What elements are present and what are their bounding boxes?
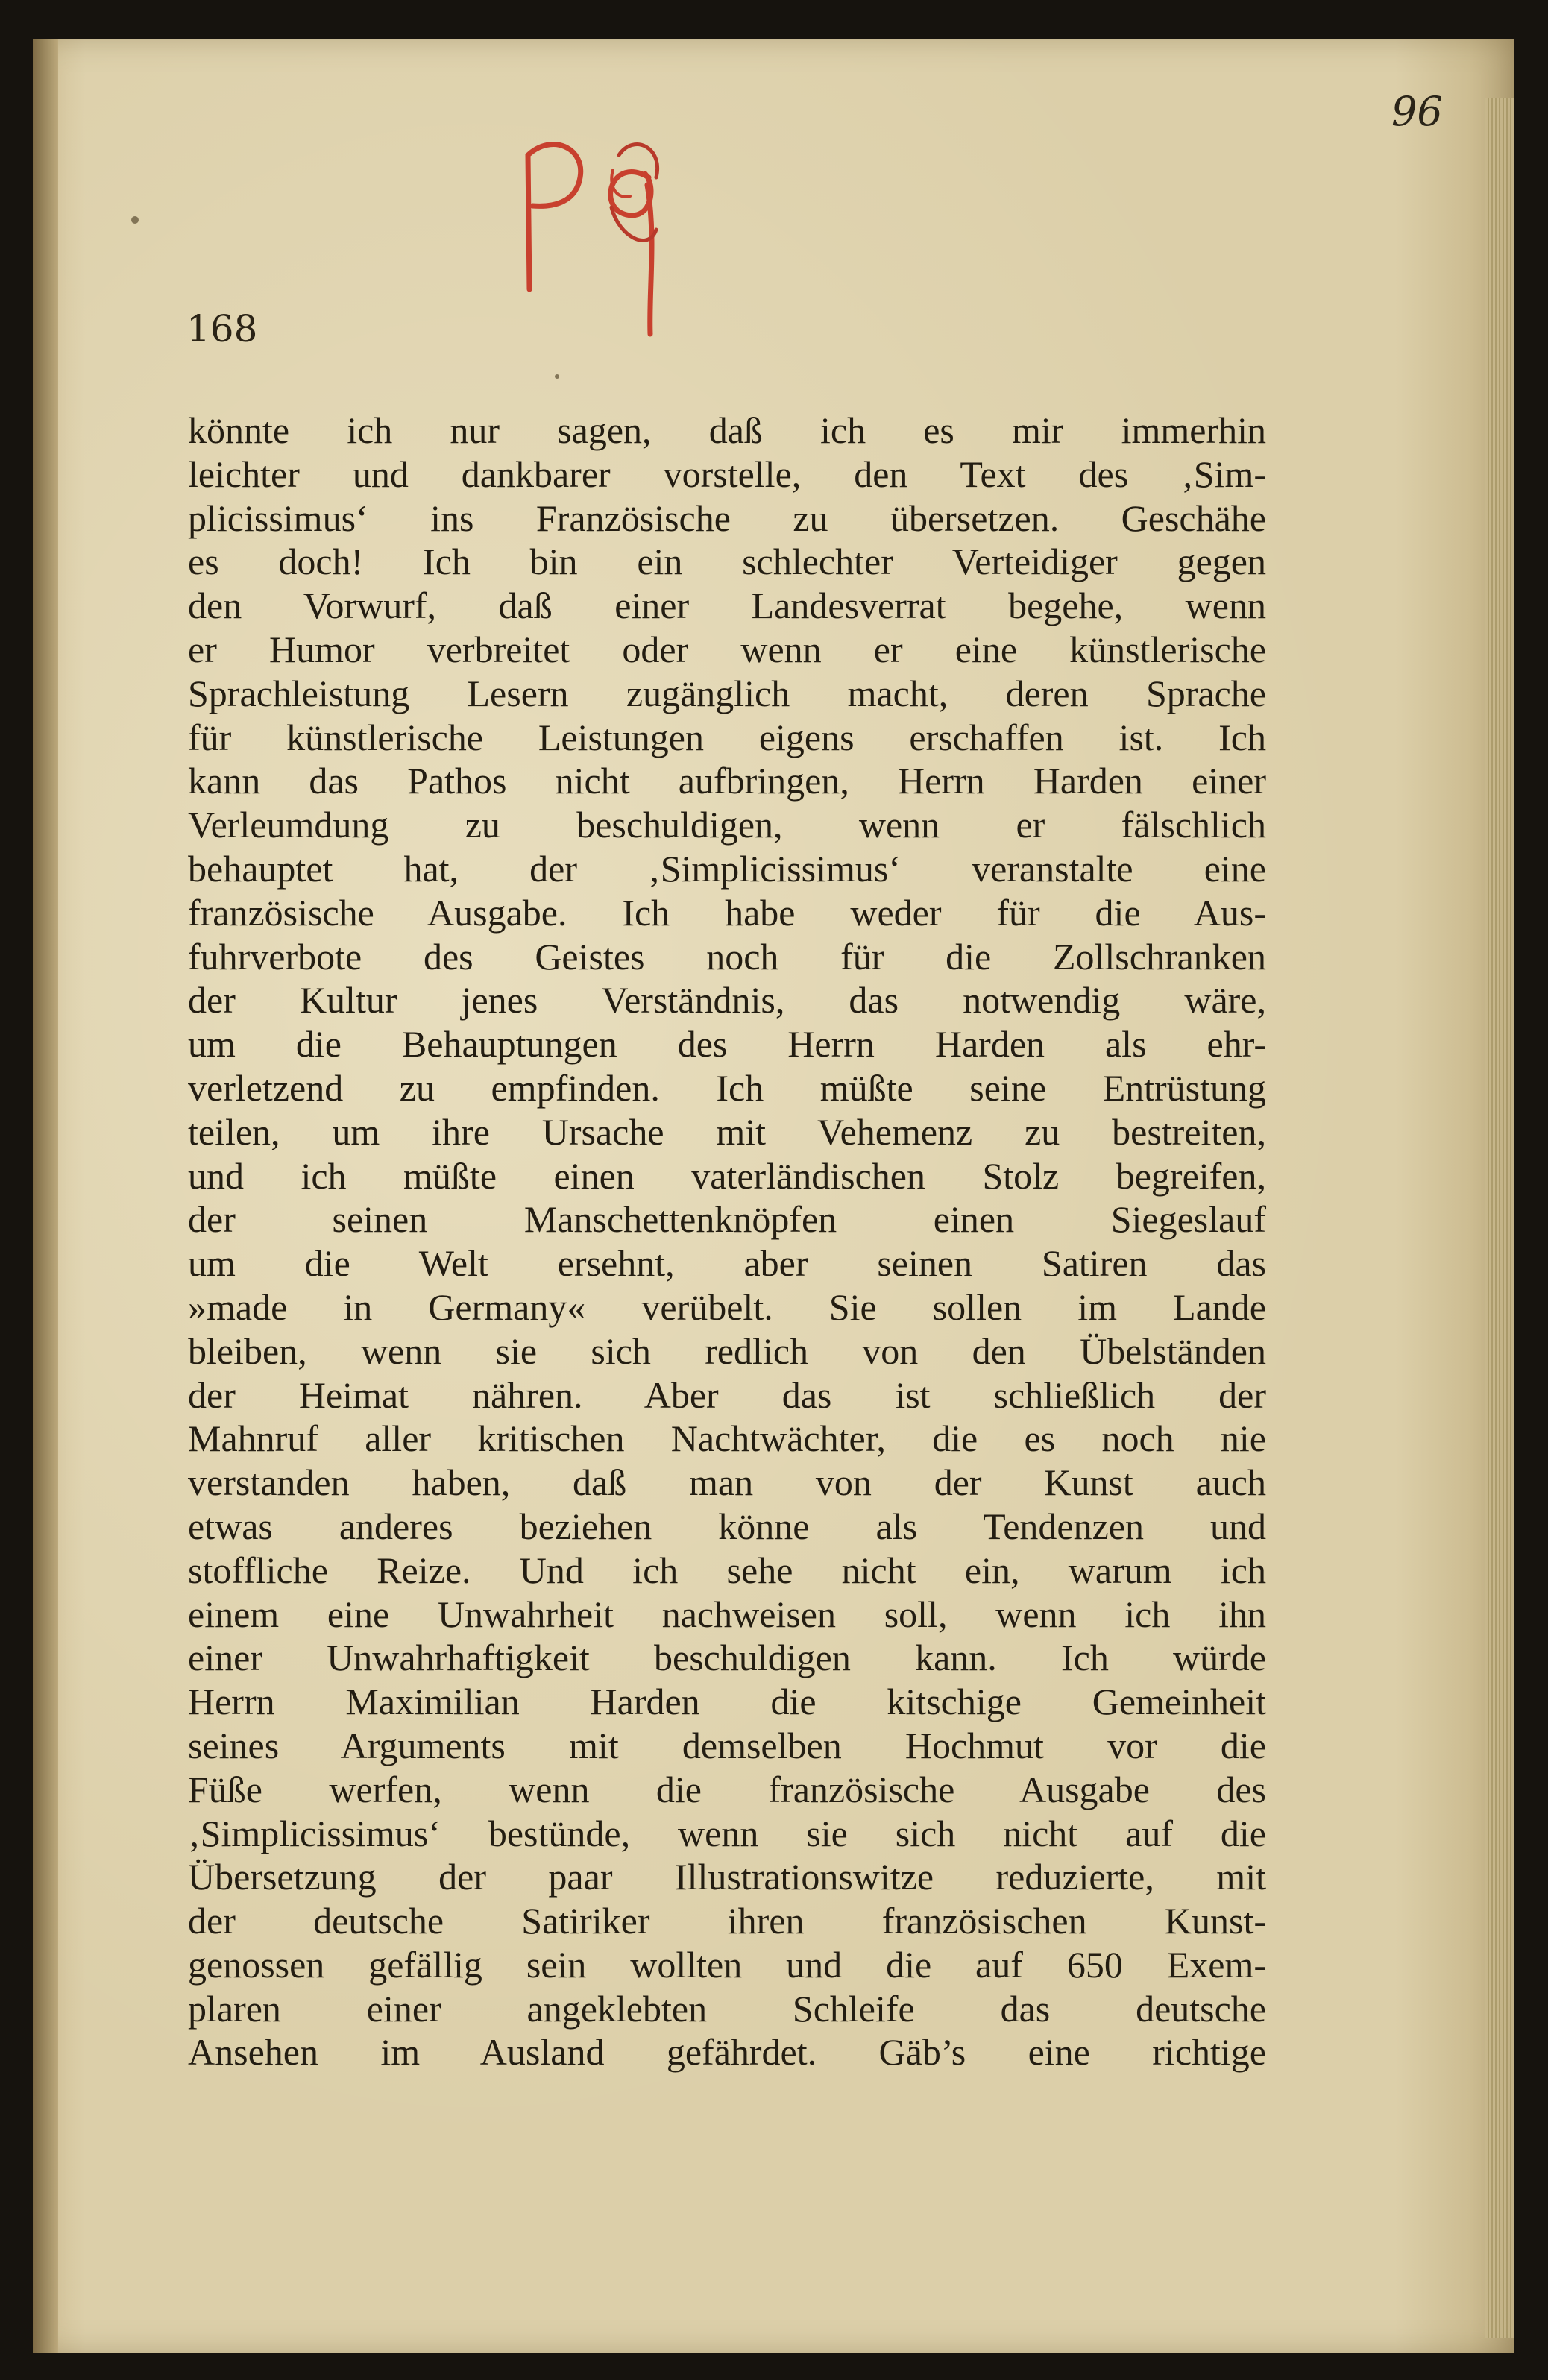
book-gutter	[33, 39, 58, 2353]
text-line: etwas anderes beziehen könne als Tendenzen und	[188, 1505, 1266, 1547]
text-line: er Humor verbreitet oder wenn er eine künstlerische	[188, 628, 1266, 670]
text-line: seines Arguments mit demselben Hochmut vor die	[188, 1724, 1266, 1766]
text-line: Mahnruf aller kritischen Nachtwächter, die es noch nie	[188, 1417, 1266, 1460]
text-line: der Kultur jenes Verständnis, das notwendig wäre,	[188, 979, 1266, 1021]
page-edges	[1485, 98, 1514, 2338]
text-line: plaren einer angeklebten Schleife das deutsche	[188, 1987, 1266, 2030]
text-line: behauptet hat, der ‚Simplicissimus‘ veranstalte eine	[188, 847, 1266, 890]
text-line: und ich müßte einen vaterländischen Stolz begreifen,	[188, 1154, 1266, 1197]
body-text	[188, 409, 1266, 2074]
text-line: Verleumdung zu beschuldigen, wenn er fälschlich	[188, 804, 1266, 846]
text-line: kann das Pathos nicht aufbringen, Herrn Harden einer	[188, 760, 1266, 802]
text-line: es doch! Ich bin ein schlechter Verteidiger gegen	[188, 541, 1266, 583]
text-line: Übersetzung der paar Illustrationswitze reduzierte, mit	[188, 1856, 1266, 1898]
text-line: um die Welt ersehnt, aber seinen Satiren das	[188, 1242, 1266, 1285]
text-line: um die Behauptungen des Herrn Harden als ehr-	[188, 1023, 1266, 1065]
text-line: könnte ich nur sagen, daß ich es mir immerhin	[188, 409, 1266, 451]
text-line: den Vorwurf, daß einer Landesverrat begehe, wenn	[188, 585, 1266, 627]
text-line: Sprachleistung Lesern zugänglich macht, deren Sprache	[188, 672, 1266, 714]
text-line: teilen, um ihre Ursache mit Vehemenz zu bestreiten,	[188, 1110, 1266, 1153]
text-line: der Heimat nähren. Aber das ist schließlich der	[188, 1373, 1266, 1416]
text-line: leichter und dankbarer vorstelle, den Text des ‚Sim-	[188, 453, 1266, 495]
text-line: stoffliche Reize. Und ich sehe nicht ein, warum ich	[188, 1549, 1266, 1591]
text-line: verletzend zu empfinden. Ich müßte seine Entrüstung	[188, 1066, 1266, 1109]
text-line: Ansehen im Ausland gefährdet. Gäb’s eine richtige	[188, 2031, 1266, 2074]
red-pencil-mark	[507, 125, 686, 341]
text-line: »made in Germany« verübelt. Sie sollen im Lande	[188, 1285, 1266, 1328]
paper-speck	[131, 216, 139, 224]
text-line: bleiben, wenn sie sich redlich von den Übelständen	[188, 1329, 1266, 1372]
text-line: genossen gefällig sein wollten und die auf 650 Exem-	[188, 1943, 1266, 1986]
text-line: ‚Simplicissimus‘ bestünde, wenn sie sich nicht auf die	[188, 1812, 1266, 1854]
text-line: plicissimus‘ ins Französische zu übersetzen. Geschähe	[188, 497, 1266, 539]
text-line: einem eine Unwahrheit nachweisen soll, wenn ich ihn	[188, 1593, 1266, 1635]
text-line: Füße werfen, wenn die französische Ausgabe des	[188, 1768, 1266, 1810]
paper-speck	[555, 374, 559, 379]
page-number: 168	[186, 307, 258, 350]
text-line: fuhrverbote des Geistes noch für die Zollschranken	[188, 935, 1266, 978]
text-line: einer Unwahrhaftigkeit beschuldigen kann. Ich würde	[188, 1637, 1266, 1679]
text-line: für künstlerische Leistungen eigens erschaffen ist. Ich	[188, 716, 1266, 758]
text-line: französische Ausgabe. Ich habe weder für die Aus-	[188, 891, 1266, 934]
archive-page-number: 96	[1391, 88, 1443, 135]
text-line: der seinen Manschettenknöpfen einen Siegeslauf	[188, 1198, 1266, 1241]
text-line: der deutsche Satiriker ihren französischen Kunst-	[188, 1900, 1266, 1942]
text-line: verstanden haben, daß man von der Kunst auch	[188, 1461, 1266, 1504]
text-line: Herrn Maximilian Harden die kitschige Gemeinheit	[188, 1681, 1266, 1723]
